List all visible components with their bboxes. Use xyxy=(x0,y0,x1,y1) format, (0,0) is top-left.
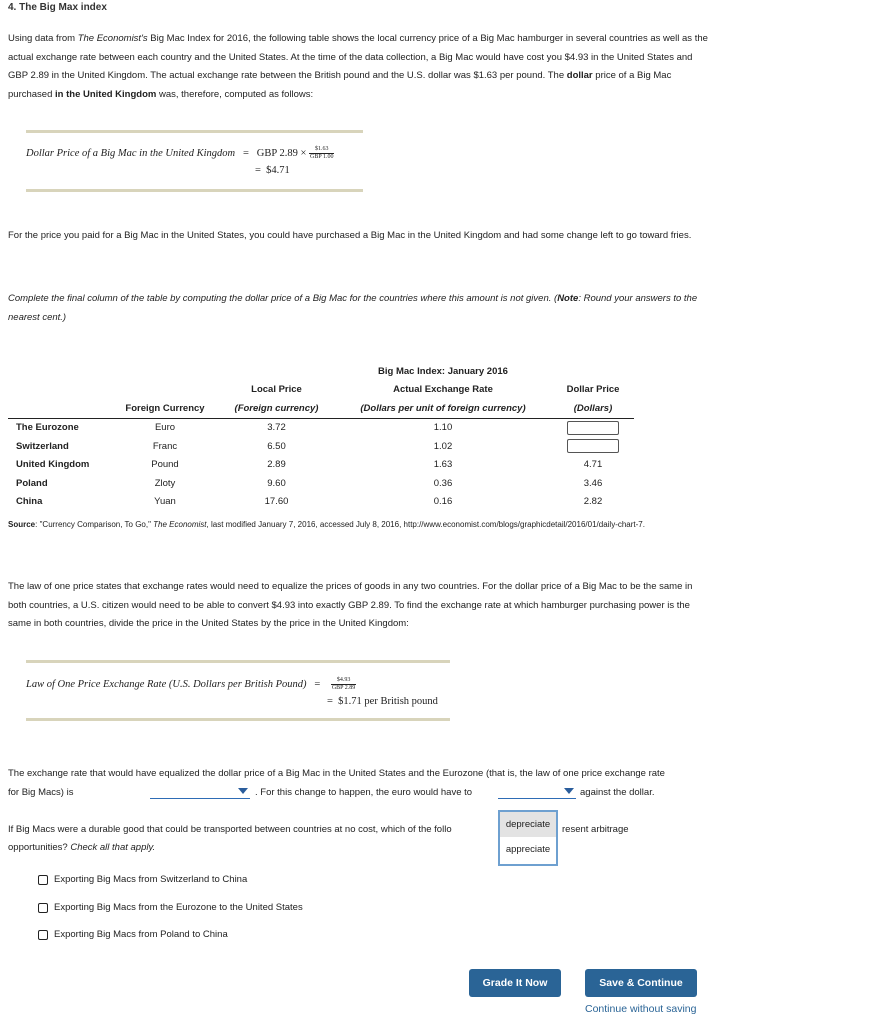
checkbox[interactable] xyxy=(38,875,48,885)
row-local-price: 6.50 xyxy=(267,440,286,452)
row-dollar-price: 4.71 xyxy=(583,459,603,471)
exchange-rate-dropdown[interactable] xyxy=(150,786,250,799)
fries-paragraph: For the price you paid for a Big Mac in the United States, you could have purchased a Big Mac in the United Kingdom and had some change left to go toward fries. xyxy=(8,230,692,241)
chevron-down-icon xyxy=(564,788,574,794)
grade-it-now-button[interactable]: Grade It Now xyxy=(469,969,561,997)
big-mac-table xyxy=(8,362,634,511)
question1-part3: against the dollar. xyxy=(580,787,655,798)
row-local-price: 2.89 xyxy=(267,459,286,471)
row-exchange-rate: 0.16 xyxy=(433,496,453,508)
formula2-top-rule xyxy=(26,660,450,663)
header-local-sub: (Foreign currency) xyxy=(234,402,319,414)
row-local-price: 3.72 xyxy=(267,422,286,434)
question1-part1: The exchange rate that would have equalized the dollar price of a Big Mac in the United States and the Eurozone (that is, the law of one price exchange rate for Big Macs) is xyxy=(8,768,665,798)
formula2-bottom-rule xyxy=(26,718,450,721)
source-note xyxy=(8,515,713,534)
table-row xyxy=(8,456,634,475)
formula2-denominator: GBP 2.89 xyxy=(331,685,356,691)
checkbox[interactable] xyxy=(38,903,48,913)
continue-without-saving-link[interactable]: Continue without saving xyxy=(585,1003,697,1015)
formula1-line2 xyxy=(255,165,290,176)
question1-part2: . For this change to happen, the euro would have to xyxy=(255,787,473,798)
formula2-numerator: $4.93 xyxy=(331,677,356,685)
checkbox-option-1[interactable] xyxy=(38,874,247,885)
row-exchange-rate: 1.63 xyxy=(433,459,453,471)
header-local-price: Local Price xyxy=(251,384,302,396)
row-currency: Zloty xyxy=(154,477,176,489)
formula2-equals: = xyxy=(314,678,321,690)
table-row xyxy=(8,418,634,437)
formula2-equals2: = xyxy=(327,696,333,707)
checkbox-option-2[interactable] xyxy=(38,902,303,913)
formula2-line2 xyxy=(327,696,438,707)
dollar-price-input-switzerland[interactable] xyxy=(567,439,619,453)
chevron-down-icon xyxy=(238,788,248,794)
intro-source: The Economist's xyxy=(77,33,148,44)
header-exchange-rate: Actual Exchange Rate xyxy=(393,384,493,396)
row-currency: Yuan xyxy=(154,496,176,508)
instruction-paragraph xyxy=(8,290,713,327)
formula1-fraction xyxy=(309,146,334,161)
row-country: China xyxy=(16,496,43,508)
row-country: The Eurozone xyxy=(16,422,79,434)
table-row xyxy=(8,437,634,456)
question-title: 4. The Big Max index xyxy=(8,2,107,13)
row-local-price: 17.60 xyxy=(264,496,289,508)
formula2-label: Law of One Price Exchange Rate (U.S. Dollars per British Pound) xyxy=(26,678,307,690)
row-exchange-rate: 1.02 xyxy=(433,440,453,452)
checkbox-label: Exporting Big Macs from Switzerland to China xyxy=(54,874,248,885)
formula1-numerator: $1.63 xyxy=(309,146,334,154)
row-country: Poland xyxy=(16,477,48,489)
question2-part1: If Big Macs were a durable good that could be transported between countries at no cost, which of the follo xyxy=(8,824,452,835)
table-title: Big Mac Index: January 2016 xyxy=(378,365,508,377)
intro-bold-uk: in the United Kingdom xyxy=(55,88,157,100)
question2-check-all: Check all that apply. xyxy=(70,842,156,853)
source-label: Source xyxy=(8,520,36,529)
formula1-bottom-rule xyxy=(26,189,363,192)
formula2-result: $1.71 per British pound xyxy=(338,696,438,707)
formula1-label: Dollar Price of a Big Mac in the United Kingdom xyxy=(26,147,236,159)
question2-part2: resent arbitrage xyxy=(562,824,629,835)
save-continue-button[interactable]: Save & Continue xyxy=(585,969,697,997)
table-row xyxy=(8,493,634,512)
option-appreciate[interactable]: appreciate xyxy=(505,844,551,855)
instruction-note-text: : Round your answers to the nearest cent.) xyxy=(8,293,698,323)
checkbox-label: Exporting Big Macs from Poland to China xyxy=(54,929,228,940)
formula1-lhs: GBP 2.89 × xyxy=(256,147,307,159)
source-publication: The Economist xyxy=(153,520,207,529)
formula1-equals: = xyxy=(242,147,249,159)
table-row xyxy=(8,474,634,493)
row-currency: Franc xyxy=(152,440,178,452)
intro-text-end: was, therefore, computed as follows: xyxy=(156,88,314,100)
intro-text-rest: Big Mac Index for 2016, the following table shows the local currency price of a Big Mac hamburger in several countries as well as the actual exchange rate between each country and the United States. At the time of the data collection, a Big Mac would have cost you $4.93 in the United States and GBP 2.89 in the United Kingdom. The actual exchange rate between the British pound and the U.S. dollar was $1.63 per pound. The xyxy=(8,33,708,81)
source-pre: : "Currency Comparison, To Go," xyxy=(35,520,154,529)
header-rate-sub: (Dollars per unit of foreign currency) xyxy=(360,402,526,414)
option-depreciate[interactable]: depreciate xyxy=(500,812,556,837)
formula2-fraction xyxy=(331,677,356,692)
formula1-top-rule xyxy=(26,130,363,133)
row-local-price: 9.60 xyxy=(267,477,286,489)
row-country: Switzerland xyxy=(16,440,69,452)
header-dollar-sub: (Dollars) xyxy=(573,402,613,414)
header-foreign-currency: Foreign Currency xyxy=(125,402,205,414)
dropdown-popup xyxy=(498,810,558,866)
row-exchange-rate: 0.36 xyxy=(433,477,453,489)
row-dollar-price: 3.46 xyxy=(583,477,603,489)
checkbox[interactable] xyxy=(38,930,48,940)
formula1-denominator: GBP 1.00 xyxy=(310,154,334,160)
intro-text: Using data from xyxy=(8,33,78,44)
formula2-line1 xyxy=(26,677,356,692)
formula1-line1 xyxy=(26,146,334,161)
checkbox-option-3[interactable] xyxy=(38,929,228,940)
question2-line2 xyxy=(8,842,155,853)
question2-part3: opportunities? xyxy=(8,842,71,853)
law-of-one-price-paragraph: The law of one price states that exchange rates would need to equalize the prices of goods in any two countries. For the dollar price of a Big Mac to be the same in both countries, a U.S. citizen would need to be able to convert $4.93 into exactly GBP 2.89. To find the exchange rate at which hamburger purchasing power is the same in both countries, divide the price in the United States by the price in the United Kingdom: xyxy=(8,581,693,629)
formula1-result: $4.71 xyxy=(266,165,290,176)
row-country: United Kingdom xyxy=(16,459,90,471)
euro-direction-dropdown[interactable] xyxy=(498,786,576,799)
row-dollar-price: 2.82 xyxy=(583,496,603,508)
header-dollar-price: Dollar Price xyxy=(566,384,620,396)
formula1-equals2: = xyxy=(255,165,261,176)
intro-paragraph xyxy=(8,30,713,104)
instruction-text: Complete the final column of the table by computing the dollar price of a Big Mac for the countries where this amount is not given. ( xyxy=(8,293,558,304)
intro-text-mid: price of a Big Mac purchased xyxy=(8,70,672,100)
dollar-price-input-eurozone[interactable] xyxy=(567,421,619,435)
instruction-note-label: Note xyxy=(557,293,579,304)
row-exchange-rate: 1.10 xyxy=(433,422,453,434)
checkbox-label: Exporting Big Macs from the Eurozone to the United States xyxy=(54,902,303,913)
source-post: , last modified January 7, 2016, accessed July 8, 2016, http://www.economist.com/blogs/graphicdetail/2016/01/daily-chart-7. xyxy=(206,520,645,529)
row-currency: Euro xyxy=(154,422,176,434)
intro-bold-dollar: dollar xyxy=(566,70,593,81)
row-currency: Pound xyxy=(151,459,179,471)
